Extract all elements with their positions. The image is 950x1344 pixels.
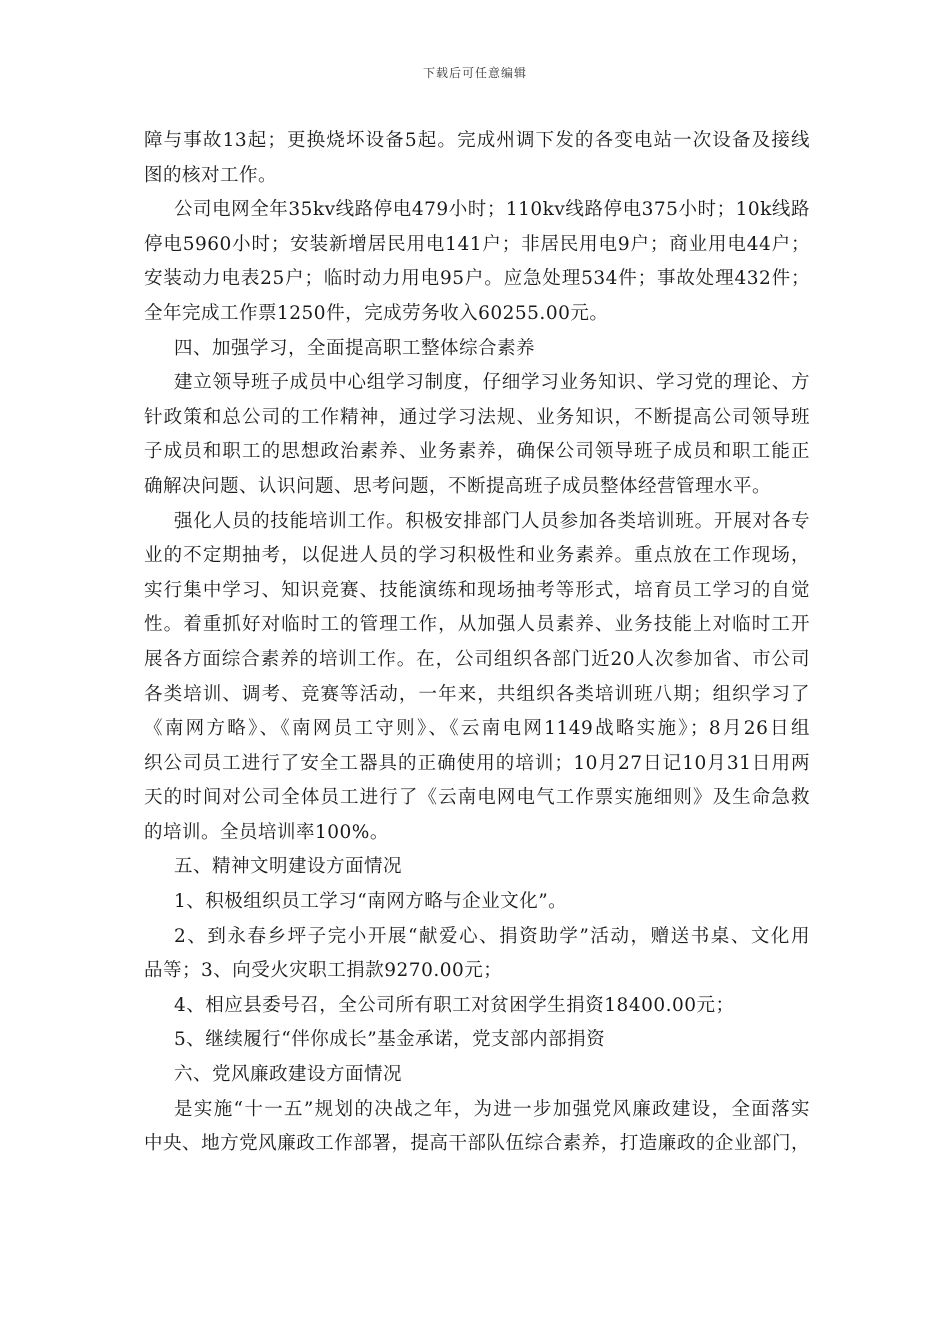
text-line: 性。着重抓好对临时工的管理工作，从加强人员素养、业务技能上对临时工开	[144, 614, 810, 636]
text-line: 中央、地方党风廉政工作部署，提高干部队伍综合素养，打造廉政的企业部门，	[144, 1133, 810, 1155]
text-line: 实行集中学习、知识竞赛、技能演练和现场抽考等形式，培育员工学习的自觉	[144, 579, 810, 601]
text-line: 安装动力电表25户；临时动力用电95户。应急处理534件；事故处理432件；	[144, 268, 810, 290]
text-line: 业的不定期抽考，以促进人员的学习积极性和业务素养。重点放在工作现场，	[144, 545, 810, 567]
text-line: 障与事故13起；更换烧坏设备5起。完成州调下发的各变电站一次设备及接线	[144, 130, 810, 151]
text-line: 公司电网全年35kv线路停电479小时；110kv线路停电375小时；10k线路	[174, 199, 810, 221]
text-line: 天的时间对公司全体员工进行了《云南电网电气工作票实施细则》及生命急救	[144, 787, 810, 809]
text-line: 强化人员的技能培训工作。积极安排部门人员参加各类培训班。开展对各专	[174, 510, 810, 532]
text-line: 各类培训、调考、竞赛等活动，一年来，共组织各类培训班八期；组织学习了	[144, 683, 810, 705]
list-item: 5、继续履行“伴你成长”基金承诺，党支部内部捐资	[174, 1029, 606, 1051]
header-note: 下载后可任意编辑	[422, 66, 527, 80]
list-item: 4、相应县委号召，全公司所有职工对贫困学生捐资18400.00元；	[174, 994, 735, 1016]
section-heading: 五、精神文明建设方面情况	[174, 856, 403, 878]
text-line: 子成员和职工的思想政治素养、业务素养，确保公司领导班子成员和职工能正	[144, 441, 810, 463]
text-line: 全年完成工作票1250件，完成劳务收入60255.00元。	[144, 302, 609, 324]
text-line: 品等；3、向受火灾职工捐款9270.00元；	[144, 960, 503, 982]
text-line: 的培训。全员培训率100%。	[144, 821, 389, 843]
document-body	[144, 124, 810, 1162]
text-line: 针政策和总公司的工作精神，通过学习法规、业务知识，不断提高公司领导班	[144, 406, 810, 428]
text-line: 展各方面综合素养的培训工作。在，公司组织各部门近20人次参加省、市公司	[144, 648, 810, 670]
section-heading: 六、党风廉政建设方面情况	[174, 1064, 403, 1086]
section-heading: 四、加强学习，全面提高职工整体综合素养	[174, 337, 536, 359]
text-line: 建立领导班子成员中心组学习制度，仔细学习业务知识、学习党的理论、方	[174, 372, 810, 394]
text-line: 《南网方略》、《南网员工守则》、《云南电网1149战略实施》；8月26日组	[144, 718, 810, 740]
list-item: 2、到永春乡坪子完小开展“献爱心、捐资助学”活动，赠送书桌、文化用	[174, 925, 810, 947]
text-line: 图的核对工作。	[144, 164, 278, 186]
list-item: 1、积极组织员工学习“南网方略与企业文化”。	[174, 891, 568, 913]
text-line: 停电5960小时；安装新增居民用电141户；非居民用电9户；商业用电44户；	[144, 233, 810, 255]
text-line: 织公司员工进行了安全工器具的正确使用的培训；10月27日记10月31日用两	[144, 752, 810, 774]
text-line: 确解决问题、认识问题、思考问题，不断提高班子成员整体经营管理水平。	[144, 475, 772, 497]
text-line: 是实施“十一五”规划的决战之年，为进一步加强党风廉政建设，全面落实	[174, 1098, 810, 1120]
